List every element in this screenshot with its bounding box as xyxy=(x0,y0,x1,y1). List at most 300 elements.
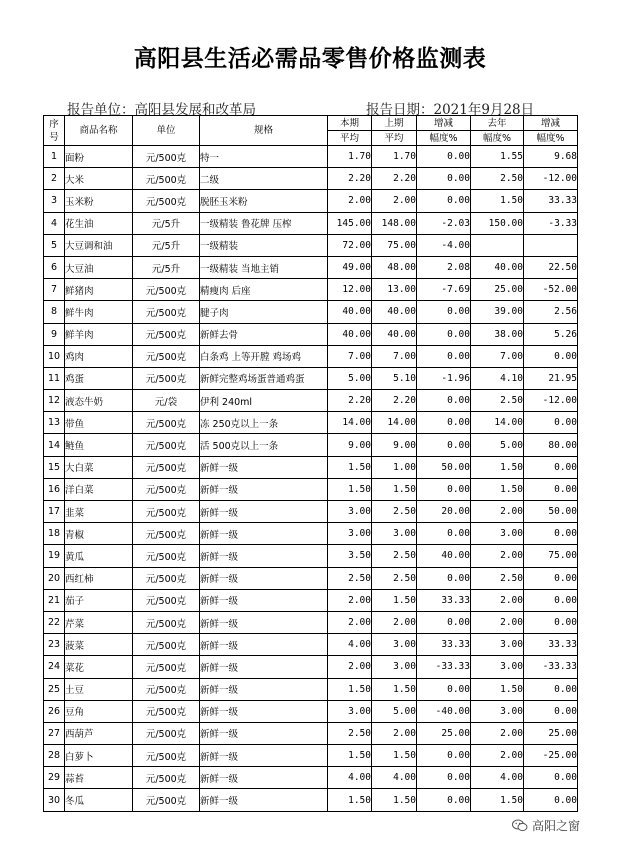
product-name: 大米 xyxy=(65,168,133,190)
yoy-change-percent: -12.00 xyxy=(524,390,578,412)
change-percent: -1.96 xyxy=(417,367,471,389)
yoy-change-percent: 0.00 xyxy=(524,678,578,700)
product-name: 大豆油 xyxy=(65,256,133,278)
product-unit: 元/500克 xyxy=(133,567,200,589)
row-index: 30 xyxy=(44,789,65,811)
current-price: 1.50 xyxy=(328,478,372,500)
current-price: 40.00 xyxy=(328,323,372,345)
previous-price: 4.00 xyxy=(372,767,417,789)
product-unit: 元/500克 xyxy=(133,146,200,168)
product-name: 菠菜 xyxy=(65,634,133,656)
row-index: 12 xyxy=(44,390,65,412)
last-year-price: 40.00 xyxy=(471,256,524,278)
current-price: 4.00 xyxy=(328,767,372,789)
current-price: 1.50 xyxy=(328,745,372,767)
current-price: 1.50 xyxy=(328,456,372,478)
table-row xyxy=(44,634,578,656)
change-percent: 0.00 xyxy=(417,567,471,589)
current-price: 2.00 xyxy=(328,589,372,611)
yoy-change-percent: -25.00 xyxy=(524,745,578,767)
product-spec: 新鲜一级 xyxy=(200,545,328,567)
product-name: 大白菜 xyxy=(65,456,133,478)
header-last-year: 去年 xyxy=(471,116,524,131)
yoy-change-percent: -33.33 xyxy=(524,656,578,678)
previous-price: 2.00 xyxy=(372,190,417,212)
row-index: 7 xyxy=(44,279,65,301)
change-percent: 0.00 xyxy=(417,390,471,412)
product-name: 带鱼 xyxy=(65,412,133,434)
product-spec: 新鲜一级 xyxy=(200,478,328,500)
last-year-price xyxy=(471,234,524,256)
last-year-price: 4.10 xyxy=(471,367,524,389)
yoy-change-percent: 80.00 xyxy=(524,434,578,456)
product-name: 大豆调和油 xyxy=(65,234,133,256)
last-year-price: 3.00 xyxy=(471,700,524,722)
product-unit: 元/500克 xyxy=(133,501,200,523)
header-previous-sub: 平均 xyxy=(372,131,417,146)
table-row xyxy=(44,789,578,811)
header-current-sub: 平均 xyxy=(328,131,372,146)
row-index: 9 xyxy=(44,323,65,345)
yoy-change-percent: -12.00 xyxy=(524,168,578,190)
last-year-price: 7.00 xyxy=(471,345,524,367)
table-row xyxy=(44,456,578,478)
previous-price: 148.00 xyxy=(372,212,417,234)
product-unit: 元/500克 xyxy=(133,611,200,633)
current-price: 4.00 xyxy=(328,634,372,656)
product-spec: 新鲜一级 xyxy=(200,656,328,678)
change-percent: 0.00 xyxy=(417,146,471,168)
last-year-price: 1.50 xyxy=(471,456,524,478)
header-name: 商品名称 xyxy=(65,116,133,146)
product-unit: 元/5升 xyxy=(133,234,200,256)
change-percent: 0.00 xyxy=(417,745,471,767)
row-index: 22 xyxy=(44,611,65,633)
product-name: 冬瓜 xyxy=(65,789,133,811)
table-row xyxy=(44,279,578,301)
current-price: 12.00 xyxy=(328,279,372,301)
current-price: 3.00 xyxy=(328,700,372,722)
table-row xyxy=(44,190,578,212)
table-row xyxy=(44,523,578,545)
product-unit: 元/500克 xyxy=(133,478,200,500)
current-price: 2.20 xyxy=(328,390,372,412)
previous-price: 2.50 xyxy=(372,567,417,589)
change-percent: 0.00 xyxy=(417,323,471,345)
yoy-change-percent: 0.00 xyxy=(524,456,578,478)
product-unit: 元/500克 xyxy=(133,589,200,611)
table-row xyxy=(44,367,578,389)
table-row xyxy=(44,212,578,234)
product-spec: 二级 xyxy=(200,168,328,190)
change-percent: -33.33 xyxy=(417,656,471,678)
product-unit: 元/500克 xyxy=(133,190,200,212)
change-percent: 0.00 xyxy=(417,678,471,700)
table-row xyxy=(44,256,578,278)
row-index: 2 xyxy=(44,168,65,190)
change-percent: -7.69 xyxy=(417,279,471,301)
current-price: 1.70 xyxy=(328,146,372,168)
product-name: 黄瓜 xyxy=(65,545,133,567)
product-name: 花生油 xyxy=(65,212,133,234)
table-body xyxy=(44,146,578,812)
table-row xyxy=(44,567,578,589)
yoy-change-percent: 0.00 xyxy=(524,345,578,367)
table-header xyxy=(44,116,578,146)
change-percent: 0.00 xyxy=(417,345,471,367)
last-year-price: 14.00 xyxy=(471,412,524,434)
footer-account-name: 高阳之窗 xyxy=(532,819,581,833)
row-index: 6 xyxy=(44,256,65,278)
previous-price: 1.00 xyxy=(372,456,417,478)
yoy-change-percent: 0.00 xyxy=(524,589,578,611)
last-year-price: 5.00 xyxy=(471,434,524,456)
product-unit: 元/袋 xyxy=(133,390,200,412)
current-price: 40.00 xyxy=(328,301,372,323)
product-spec: 新鲜一级 xyxy=(200,767,328,789)
current-price: 3.00 xyxy=(328,501,372,523)
yoy-change-percent: 5.26 xyxy=(524,323,578,345)
header-change-yoy-sub: 幅度% xyxy=(524,131,578,146)
yoy-change-percent: 0.00 xyxy=(524,412,578,434)
previous-price: 1.50 xyxy=(372,678,417,700)
previous-price: 2.50 xyxy=(372,501,417,523)
change-percent: 20.00 xyxy=(417,501,471,523)
current-price: 1.50 xyxy=(328,789,372,811)
change-percent: 33.33 xyxy=(417,634,471,656)
product-unit: 元/500克 xyxy=(133,323,200,345)
last-year-price: 2.50 xyxy=(471,567,524,589)
product-spec: 新鲜一级 xyxy=(200,567,328,589)
product-name: 白萝卜 xyxy=(65,745,133,767)
last-year-price: 39.00 xyxy=(471,301,524,323)
previous-price: 2.20 xyxy=(372,390,417,412)
change-percent: 0.00 xyxy=(417,478,471,500)
change-percent: 0.00 xyxy=(417,412,471,434)
table-row xyxy=(44,501,578,523)
current-price: 2.50 xyxy=(328,722,372,744)
product-spec: 一级精装 当地主销 xyxy=(200,256,328,278)
current-price: 2.50 xyxy=(328,567,372,589)
product-spec: 新鲜一级 xyxy=(200,611,328,633)
yoy-change-percent: 0.00 xyxy=(524,567,578,589)
previous-price: 75.00 xyxy=(372,234,417,256)
row-index: 18 xyxy=(44,523,65,545)
previous-price: 5.00 xyxy=(372,700,417,722)
report-unit: 报告单位：高阳县发展和改革局 xyxy=(67,102,256,118)
last-year-price: 1.50 xyxy=(471,190,524,212)
header-spec: 规格 xyxy=(200,116,328,146)
product-unit: 元/500克 xyxy=(133,700,200,722)
product-unit: 元/500克 xyxy=(133,789,200,811)
table-row xyxy=(44,412,578,434)
change-percent: 0.00 xyxy=(417,301,471,323)
current-price: 145.00 xyxy=(328,212,372,234)
header-change-sub: 幅度% xyxy=(417,131,471,146)
product-spec: 新鲜一级 xyxy=(200,789,328,811)
previous-price: 7.00 xyxy=(372,345,417,367)
header-index: 序 号 xyxy=(44,116,65,146)
product-spec: 新鲜一级 xyxy=(200,589,328,611)
table-row xyxy=(44,146,578,168)
previous-price: 40.00 xyxy=(372,301,417,323)
last-year-price: 3.00 xyxy=(471,523,524,545)
previous-price: 5.10 xyxy=(372,367,417,389)
product-spec: 新鲜一级 xyxy=(200,501,328,523)
yoy-change-percent: 21.95 xyxy=(524,367,578,389)
row-index: 29 xyxy=(44,767,65,789)
page-title: 高阳县生活必需品零售价格监测表 xyxy=(133,46,487,72)
current-price: 49.00 xyxy=(328,256,372,278)
change-percent: 25.00 xyxy=(417,722,471,744)
row-index: 24 xyxy=(44,656,65,678)
product-spec: 特一 xyxy=(200,146,328,168)
product-unit: 元/500克 xyxy=(133,767,200,789)
product-name: 鲜羊肉 xyxy=(65,323,133,345)
change-percent: 0.00 xyxy=(417,523,471,545)
change-percent: 50.00 xyxy=(417,456,471,478)
change-percent: -4.00 xyxy=(417,234,471,256)
product-name: 蒜苔 xyxy=(65,767,133,789)
current-price: 9.00 xyxy=(328,434,372,456)
yoy-change-percent: 0.00 xyxy=(524,611,578,633)
change-percent: 0.00 xyxy=(417,611,471,633)
row-index: 15 xyxy=(44,456,65,478)
row-index: 26 xyxy=(44,700,65,722)
product-unit: 元/500克 xyxy=(133,301,200,323)
product-unit: 元/500克 xyxy=(133,722,200,744)
previous-price: 48.00 xyxy=(372,256,417,278)
product-unit: 元/5升 xyxy=(133,256,200,278)
change-percent: 33.33 xyxy=(417,589,471,611)
product-spec: 新鲜一级 xyxy=(200,634,328,656)
product-spec: 白条鸡 上等开膛 鸡场鸡 xyxy=(200,345,328,367)
table-row xyxy=(44,745,578,767)
change-percent: 0.00 xyxy=(417,168,471,190)
product-unit: 元/500克 xyxy=(133,634,200,656)
last-year-price: 1.50 xyxy=(471,678,524,700)
last-year-price: 2.00 xyxy=(471,501,524,523)
yoy-change-percent: -3.33 xyxy=(524,212,578,234)
table-row xyxy=(44,589,578,611)
row-index: 27 xyxy=(44,722,65,744)
last-year-price: 1.50 xyxy=(471,789,524,811)
row-index: 14 xyxy=(44,434,65,456)
table-row xyxy=(44,301,578,323)
report-date: 报告日期：2021年9月28日 xyxy=(366,102,535,118)
table-row xyxy=(44,611,578,633)
row-index: 25 xyxy=(44,678,65,700)
change-percent: -40.00 xyxy=(417,700,471,722)
change-percent: 0.00 xyxy=(417,767,471,789)
table-row xyxy=(44,545,578,567)
current-price: 2.20 xyxy=(328,168,372,190)
product-spec: 腱子肉 xyxy=(200,301,328,323)
current-price: 3.50 xyxy=(328,545,372,567)
row-index: 21 xyxy=(44,589,65,611)
footer-watermark xyxy=(512,817,580,834)
last-year-price: 2.00 xyxy=(471,611,524,633)
row-index: 11 xyxy=(44,367,65,389)
previous-price: 3.00 xyxy=(372,634,417,656)
product-spec: 精瘦肉 后座 xyxy=(200,279,328,301)
product-spec: 伊利 240ml xyxy=(200,390,328,412)
last-year-price: 1.55 xyxy=(471,146,524,168)
wechat-icon xyxy=(512,819,528,832)
previous-price: 13.00 xyxy=(372,279,417,301)
current-price: 3.00 xyxy=(328,523,372,545)
last-year-price: 2.00 xyxy=(471,745,524,767)
row-index: 19 xyxy=(44,545,65,567)
previous-price: 2.00 xyxy=(372,611,417,633)
header-last-year-sub: 幅度% xyxy=(471,131,524,146)
last-year-price: 38.00 xyxy=(471,323,524,345)
product-spec: 一级精装 xyxy=(200,234,328,256)
price-table xyxy=(43,115,578,812)
yoy-change-percent: 75.00 xyxy=(524,545,578,567)
row-index: 1 xyxy=(44,146,65,168)
row-index: 28 xyxy=(44,745,65,767)
product-unit: 元/500克 xyxy=(133,745,200,767)
yoy-change-percent: 2.56 xyxy=(524,301,578,323)
change-percent: -2.03 xyxy=(417,212,471,234)
previous-price: 1.50 xyxy=(372,478,417,500)
last-year-price: 25.00 xyxy=(471,279,524,301)
product-name: 洋白菜 xyxy=(65,478,133,500)
current-price: 2.00 xyxy=(328,656,372,678)
product-name: 液态牛奶 xyxy=(65,390,133,412)
last-year-price: 2.00 xyxy=(471,722,524,744)
previous-price: 40.00 xyxy=(372,323,417,345)
previous-price: 14.00 xyxy=(372,412,417,434)
row-index: 8 xyxy=(44,301,65,323)
product-spec: 脱胚玉米粉 xyxy=(200,190,328,212)
current-price: 72.00 xyxy=(328,234,372,256)
product-spec: 新鲜去骨 xyxy=(200,323,328,345)
product-spec: 新鲜一级 xyxy=(200,700,328,722)
row-index: 3 xyxy=(44,190,65,212)
current-price: 2.00 xyxy=(328,611,372,633)
previous-price: 3.00 xyxy=(372,523,417,545)
last-year-price: 2.50 xyxy=(471,390,524,412)
previous-price: 1.50 xyxy=(372,789,417,811)
yoy-change-percent: 0.00 xyxy=(524,700,578,722)
header-change: 增减 xyxy=(417,116,471,131)
product-name: 西葫芦 xyxy=(65,722,133,744)
product-name: 玉米粉 xyxy=(65,190,133,212)
product-unit: 元/500克 xyxy=(133,545,200,567)
current-price: 7.00 xyxy=(328,345,372,367)
product-unit: 元/500克 xyxy=(133,168,200,190)
product-name: 土豆 xyxy=(65,678,133,700)
row-index: 17 xyxy=(44,501,65,523)
change-percent: 40.00 xyxy=(417,545,471,567)
yoy-change-percent: 33.33 xyxy=(524,190,578,212)
product-unit: 元/500克 xyxy=(133,412,200,434)
product-spec: 新鲜一级 xyxy=(200,722,328,744)
previous-price: 2.00 xyxy=(372,722,417,744)
last-year-price: 3.00 xyxy=(471,634,524,656)
last-year-price: 3.00 xyxy=(471,656,524,678)
product-name: 面粉 xyxy=(65,146,133,168)
previous-price: 3.00 xyxy=(372,656,417,678)
table-row xyxy=(44,434,578,456)
last-year-price: 2.00 xyxy=(471,545,524,567)
table-row xyxy=(44,390,578,412)
product-unit: 元/5升 xyxy=(133,212,200,234)
table-row xyxy=(44,345,578,367)
yoy-change-percent: -52.00 xyxy=(524,279,578,301)
product-unit: 元/500克 xyxy=(133,678,200,700)
product-name: 鸡蛋 xyxy=(65,367,133,389)
last-year-price: 1.50 xyxy=(471,478,524,500)
current-price: 5.00 xyxy=(328,367,372,389)
last-year-price: 2.00 xyxy=(471,589,524,611)
product-unit: 元/500克 xyxy=(133,523,200,545)
yoy-change-percent: 0.00 xyxy=(524,478,578,500)
product-name: 鲢鱼 xyxy=(65,434,133,456)
previous-price: 1.50 xyxy=(372,745,417,767)
table-row xyxy=(44,234,578,256)
yoy-change-percent: 25.00 xyxy=(524,722,578,744)
table-row xyxy=(44,168,578,190)
product-spec: 新鲜一级 xyxy=(200,745,328,767)
product-name: 韭菜 xyxy=(65,501,133,523)
table-row xyxy=(44,678,578,700)
last-year-price: 2.50 xyxy=(471,168,524,190)
product-unit: 元/500克 xyxy=(133,345,200,367)
row-index: 16 xyxy=(44,478,65,500)
product-name: 芹菜 xyxy=(65,611,133,633)
header-change-yoy: 增减 xyxy=(524,116,578,131)
row-index: 10 xyxy=(44,345,65,367)
current-price: 2.00 xyxy=(328,190,372,212)
product-spec: 新鲜一级 xyxy=(200,523,328,545)
previous-price: 2.20 xyxy=(372,168,417,190)
row-index: 5 xyxy=(44,234,65,256)
change-percent: 0.00 xyxy=(417,434,471,456)
row-index: 4 xyxy=(44,212,65,234)
product-unit: 元/500克 xyxy=(133,279,200,301)
product-spec: 新鲜一级 xyxy=(200,456,328,478)
table-row xyxy=(44,656,578,678)
product-name: 青椒 xyxy=(65,523,133,545)
row-index: 23 xyxy=(44,634,65,656)
yoy-change-percent: 33.33 xyxy=(524,634,578,656)
product-name: 西红柿 xyxy=(65,567,133,589)
product-unit: 元/500克 xyxy=(133,656,200,678)
change-percent: 0.00 xyxy=(417,789,471,811)
product-spec: 新鲜一级 xyxy=(200,678,328,700)
product-name: 茄子 xyxy=(65,589,133,611)
row-index: 20 xyxy=(44,567,65,589)
header-current: 本期 xyxy=(328,116,372,131)
product-name: 鲜牛肉 xyxy=(65,301,133,323)
product-spec: 活 500克以上一条 xyxy=(200,434,328,456)
product-spec: 一级精装 鲁花牌 压榨 xyxy=(200,212,328,234)
header-unit: 单位 xyxy=(133,116,200,146)
previous-price: 9.00 xyxy=(372,434,417,456)
last-year-price: 150.00 xyxy=(471,212,524,234)
product-unit: 元/500克 xyxy=(133,456,200,478)
change-percent: 2.08 xyxy=(417,256,471,278)
current-price: 14.00 xyxy=(328,412,372,434)
yoy-change-percent: 22.50 xyxy=(524,256,578,278)
product-spec: 冻 250克以上一条 xyxy=(200,412,328,434)
table-row xyxy=(44,767,578,789)
table-row xyxy=(44,478,578,500)
product-name: 鲜猪肉 xyxy=(65,279,133,301)
